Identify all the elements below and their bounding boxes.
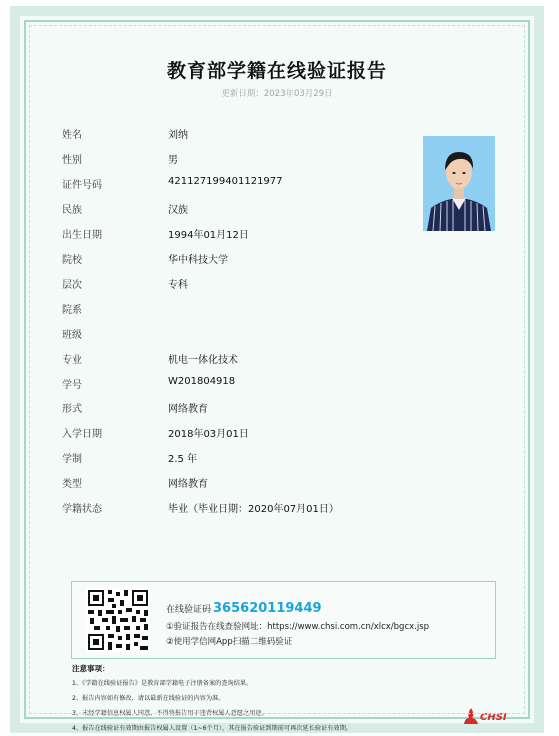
field-label: 层次 <box>62 280 82 291</box>
field-label: 姓名 <box>62 130 82 141</box>
field-label: 班级 <box>62 330 82 341</box>
field-label: 民族 <box>62 205 82 216</box>
chsi-logo-icon <box>463 706 479 726</box>
field-value: 421127199401121977 <box>168 176 283 187</box>
field-row-department <box>62 301 482 321</box>
portrait-image <box>423 136 495 231</box>
report-sheet <box>10 6 544 733</box>
field-row-ethnicity <box>62 201 482 221</box>
field-row-major <box>62 351 482 371</box>
field-row-school <box>62 251 482 271</box>
field-row-birth-date <box>62 226 482 246</box>
field-row-status <box>62 500 482 520</box>
note-item: 4、报告在线验证有效期由报告权属人设置（1~6个月），其在报告验证到期前可再次延长验证有效期。 <box>72 725 352 732</box>
field-row-student-number <box>62 376 482 396</box>
field-value: 刘纳 <box>168 130 188 141</box>
verification-url-instruction: ①验证报告在线查验网址：https://www.chsi.com.cn/xlcx/bgcx.jsp <box>166 622 430 632</box>
field-row-duration <box>62 450 482 470</box>
field-value: 网络教育 <box>168 404 208 415</box>
note-item: 3、未经学籍信息权属人同意，不得将报告用于违背权属人意愿之用途。 <box>72 710 268 717</box>
field-value: 专科 <box>168 280 188 291</box>
chsi-logo <box>463 706 511 728</box>
field-value: 毕业（毕业日期：2020年07月01日） <box>168 504 339 515</box>
verification-code-label: 在线验证码 <box>166 605 212 615</box>
field-row-gender <box>62 151 482 171</box>
field-row-id-number <box>62 176 482 196</box>
field-row-level <box>62 276 482 296</box>
field-label: 学籍状态 <box>62 504 102 515</box>
field-value: 华中科技大学 <box>168 255 228 266</box>
field-value: 男 <box>168 155 178 166</box>
field-label: 入学日期 <box>62 429 102 440</box>
field-label: 院系 <box>62 305 82 316</box>
verification-app-instruction: ②使用学信网App扫描二维码验证 <box>166 637 293 647</box>
verification-code: 365620119449 <box>213 601 322 616</box>
field-value: 2.5 年 <box>168 454 198 465</box>
field-row-name <box>62 126 482 146</box>
qr-code-icon[interactable] <box>86 588 150 652</box>
field-value: 1994年01月12日 <box>168 230 249 241</box>
field-label: 形式 <box>62 404 82 415</box>
field-label: 学制 <box>62 454 82 465</box>
note-item: 1、《学籍在线验证报告》是教育部学籍电子注册备案的查询结果。 <box>72 680 253 687</box>
field-label: 院校 <box>62 255 82 266</box>
report-title: 教育部学籍在线验证报告 <box>166 60 387 82</box>
notes-title: 注意事项： <box>72 664 110 673</box>
field-label: 专业 <box>62 355 82 366</box>
note-item: 2、报告内容如有修改，请以最新在线验证的内容为准。 <box>72 695 225 702</box>
field-value: 汉族 <box>168 205 188 216</box>
field-label: 性别 <box>62 155 82 166</box>
field-row-class <box>62 326 482 346</box>
student-photo <box>423 136 495 231</box>
chsi-logo-text: CHSI <box>480 712 507 723</box>
field-label: 类型 <box>62 479 82 490</box>
field-label: 学号 <box>62 380 82 391</box>
field-label: 出生日期 <box>62 230 102 241</box>
field-value: 2018年03月01日 <box>168 429 249 440</box>
field-value: 机电一体化技术 <box>168 355 238 366</box>
update-date: 更新日期：2023年03月29日 <box>221 89 333 99</box>
field-value: W201804918 <box>168 376 236 387</box>
verification-box <box>71 581 496 659</box>
field-label: 证件号码 <box>62 180 102 191</box>
field-row-form <box>62 400 482 420</box>
field-row-type <box>62 475 482 495</box>
field-row-enrollment-date <box>62 425 482 445</box>
field-value: 网络教育 <box>168 479 208 490</box>
verification-code-line <box>166 601 322 616</box>
